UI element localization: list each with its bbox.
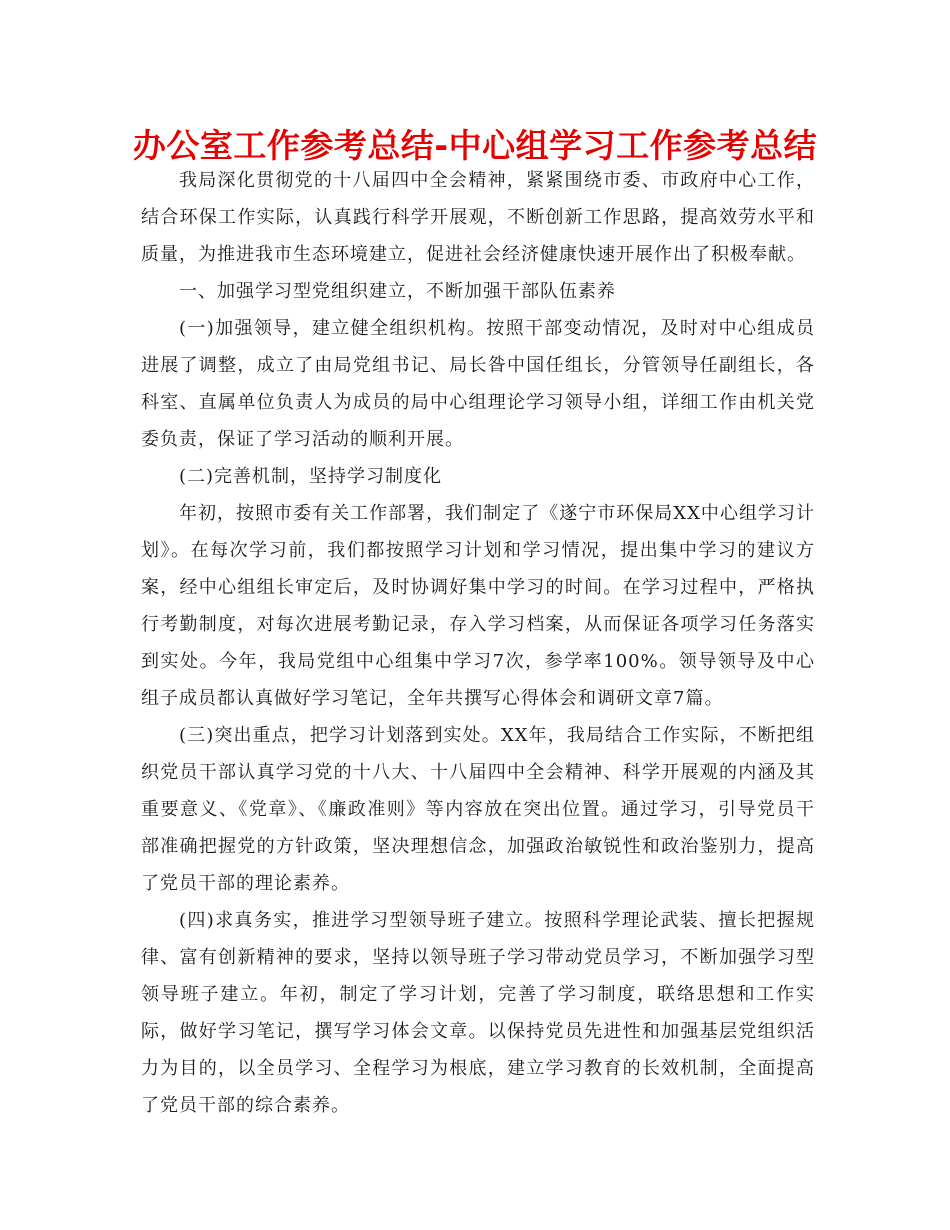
- paragraph-study-plan: 年初，按照市委有关工作部署，我们制定了《遂宁市环保局XX中心组学习计划》。在每次学习前，我们都按照学习计划和学习情况，提出集中学习的建议方案，经中心组组长审定后，及时协调好集中学习的时间。在学习过程中，严格执行考勤制度，对每次进展考勤记录，存入学习档案，从而保证各项学习任务落实到实处。今年，我局党组中心组集中学习7次，参学率100%。领导领导及中心组子成员都认真做好学习笔记，全年共撰写心得体会和调研文章7篇。: [141, 503, 815, 709]
- document-title: 办公室工作参考总结-中心组学习工作参考总结: [132, 126, 818, 165]
- document-body: [141, 162, 815, 1124]
- subheading-mechanism: (二)完善机制，坚持学习制度化: [179, 466, 443, 487]
- paragraph-leadership: (一)加强领导，建立健全组织机构。按照干部变动情况，及时对中心组成员进展了调整，成立了由局党组书记、局长昝中国任组长，分管领导任副组长，各科室、直属单位负责人为成员的局中心组理论学习领导小组，详细工作由机关党委负责，保证了学习活动的顺利开展。: [141, 318, 815, 450]
- paragraph-pragmatism: (四)求真务实，推进学习型领导班子建立。按照科学理论武装、擅长把握规律、富有创新精神的要求，坚持以领导班子学习带动党员学习，不断加强学习型领导班子建立。年初，制定了学习计划，完善了学习制度，联络思想和工作实际，做好学习笔记，撰写学习体会文章。以保持党员先进性和加强基层党组织活力为目的，以全员学习、全程学习为根底，建立学习教育的长效机制，全面提高了党员干部的综合素养。: [141, 910, 815, 1116]
- paragraph-key-points: (三)突出重点，把学习计划落到实处。XX年，我局结合工作实际，不断把组织党员干部认真学习党的十八大、十八届四中全会精神、科学开展观的内涵及其重要意义、《党章》、《廉政准则》等内容放在突出位置。通过学习，引导党员干部准确把握党的方针政策，坚决理想信念，加强政治敏锐性和政治鉴别力，提高了党员干部的理论素养。: [141, 725, 815, 894]
- paragraph-intro: 我局深化贯彻党的十八届四中全会精神，紧紧围绕市委、市政府中心工作，结合环保工作实际，认真践行科学开展观，不断创新工作思路，提高效劳水平和质量，为推进我市生态环境建立，促进社会经济健康快速开展作出了积极奉献。: [141, 170, 815, 265]
- section-heading-1: 一、加强学习型党组织建立，不断加强干部队伍素养: [179, 281, 616, 302]
